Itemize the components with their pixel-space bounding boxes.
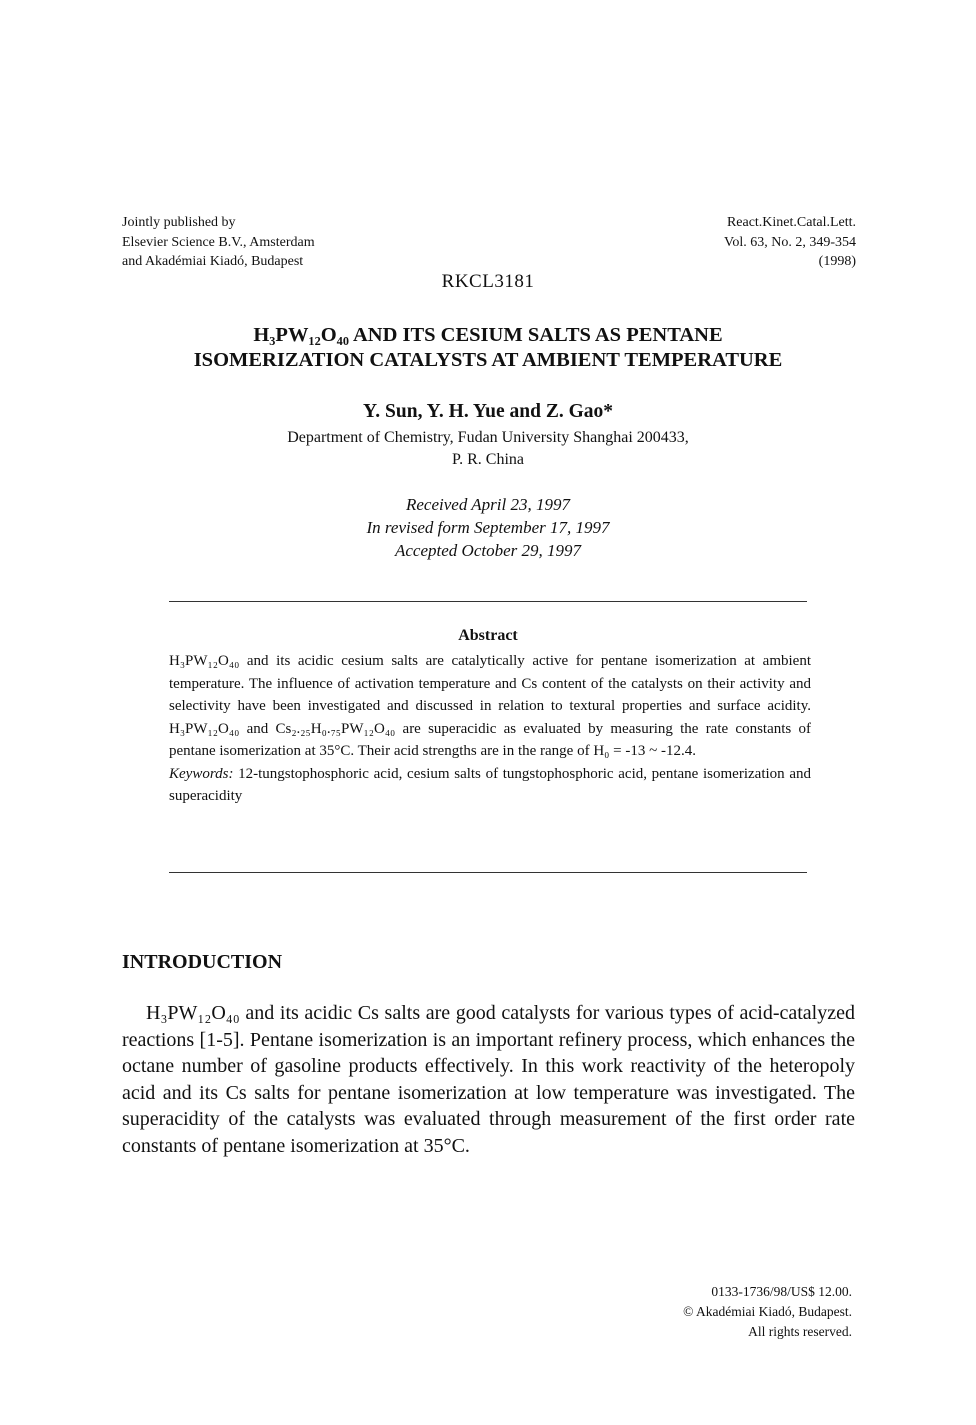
journal-info (724, 213, 856, 272)
section-heading-introduction: INTRODUCTION (122, 951, 283, 973)
journal-line: React.Kinet.Catal.Lett. (726, 215, 856, 230)
abstract-heading: Abstract (458, 627, 518, 644)
copyright-footer (683, 1282, 852, 1342)
keywords (169, 763, 811, 808)
accepted-date: Accepted October 29, 1997 (395, 541, 581, 560)
paper-title (0, 323, 976, 373)
footer-line: © Akadémiai Kiadó, Budapest. (683, 1304, 852, 1319)
keywords-text: 12-tungstophosphoric acid, cesium salts of tungstophosphoric acid, pentane isomerization and superacidity (169, 765, 811, 804)
abstract-text: H₃PW₁₂O₄₀ and its acidic cesium salts are catalytically active for pentane isomerization at ambient temperature. The influence of activation temperature and Cs content of the catalysts on their activity and selectivity have been investigated and discussed in relation to textural properties and surface acidity. H₃PW₁₂O₄₀ and Cs₂.₂₅H₀.₇₅PW₁₂O₄₀ are superacidic as evaluated by measuring the rate constants of pentane isomerization at 35°C. Their acid strengths are in the range of H₀ = -13 ~ -12.4. (169, 653, 811, 759)
title-line: ISOMERIZATION CATALYSTS AT AMBIENT TEMPERATURE (193, 349, 783, 371)
publisher-line: Elsevier Science B.V., Amsterdam (122, 234, 315, 250)
article-code: RKCL3181 (441, 271, 535, 292)
revised-date: In revised form September 17, 1997 (366, 518, 610, 537)
abstract-body (169, 650, 811, 808)
title-line: H₃PW₁₂O₄₀ AND ITS CESIUM SALTS AS PENTANE (253, 324, 723, 346)
introduction-body (122, 1000, 855, 1159)
received-date: Received April 23, 1997 (406, 495, 570, 514)
introduction-paragraph: H₃PW₁₂O₄₀ and its acidic Cs salts are good catalysts for various types of acid-catalyzed reactions [1-5]. Pentane isomerization is an important refinery process, which enhances the octane number of gasoline products effectively. In this work reactivity of the heteropoly acid and its Cs salts for pentane isomerization at low temperature was investigated. The superacidity of the catalysts was evaluated through measurement of the first order rate constants of pentane isomerization at 35°C. (122, 1002, 855, 1157)
affiliation (0, 427, 976, 471)
footer-line: 0133-1736/98/US$ 12.00. (711, 1284, 852, 1299)
authors: Y. Sun, Y. H. Yue and Z. Gao* (363, 401, 613, 422)
publisher-info (122, 213, 315, 272)
abstract-top-rule (169, 601, 807, 602)
footer-line: All rights reserved. (748, 1324, 852, 1339)
keywords-label: Keywords: (169, 765, 234, 782)
publisher-line: and Akadémiai Kiadó, Budapest (122, 254, 304, 269)
journal-line: (1998) (818, 254, 856, 269)
journal-line: Vol. 63, No. 2, 349-354 (724, 234, 856, 250)
affiliation-line: Department of Chemistry, Fudan University Shanghai 200433, (287, 429, 689, 446)
affiliation-line: P. R. China (451, 451, 524, 468)
publisher-line: Jointly published by (122, 215, 236, 230)
submission-dates (0, 493, 976, 562)
abstract-bottom-rule (169, 872, 807, 873)
